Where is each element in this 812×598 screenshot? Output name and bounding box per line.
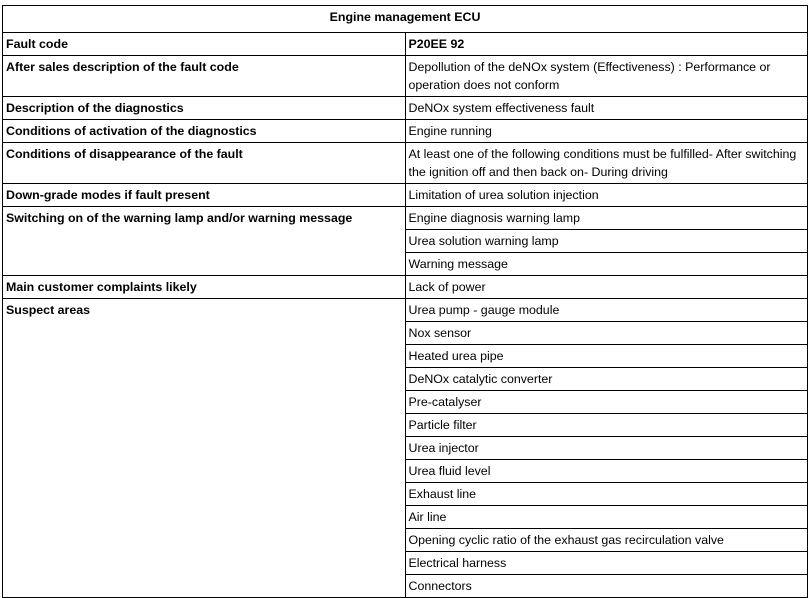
suspect-area-value: Opening cyclic ratio of the exhaust gas recirculation valve [405,529,808,552]
suspect-area-value: Urea pump - gauge module [405,299,808,322]
suspect-area-value: Air line [405,506,808,529]
after-sales-value: Depollution of the deNOx system (Effectiveness) : Performance or operation does not conform [405,56,808,97]
fault-code-label: Fault code [3,33,406,56]
suspect-area-value: DeNOx catalytic converter [405,368,808,391]
after-sales-label: After sales description of the fault code [3,56,406,97]
disappearance-label: Conditions of disappearance of the fault [3,143,406,184]
disappearance-value: At least one of the following conditions must be fulfilled- After switching the ignition off and then back on- During driving [405,143,808,184]
suspect-area-value: Pre-catalyser [405,391,808,414]
suspect-area-value: Urea injector [405,437,808,460]
downgrade-label: Down-grade modes if fault present [3,184,406,207]
activation-label: Conditions of activation of the diagnostics [3,120,406,143]
warning-value: Engine diagnosis warning lamp [405,207,808,230]
fault-code-value: P20EE 92 [405,33,808,56]
complaints-value: Lack of power [405,276,808,299]
table-row [3,143,808,184]
activation-value: Engine running [405,120,808,143]
suspect-area-value: Particle filter [405,414,808,437]
table-row [3,120,808,143]
table-title: Engine management ECU [3,6,808,33]
table-row [3,184,808,207]
warning-label: Switching on of the warning lamp and/or warning message [3,207,406,276]
description-label: Description of the diagnostics [3,97,406,120]
table-row [3,299,808,322]
suspect-area-value: Exhaust line [405,483,808,506]
suspect-area-value: Connectors [405,575,808,598]
complaints-label: Main customer complaints likely [3,276,406,299]
table-row [3,97,808,120]
table-row [3,56,808,97]
suspect-area-value: Electrical harness [405,552,808,575]
fault-info-table [2,5,808,598]
table-row [3,207,808,230]
table-row [3,33,808,56]
suspect-area-value: Urea fluid level [405,460,808,483]
suspect-areas-label: Suspect areas [3,299,406,598]
suspect-area-value: Nox sensor [405,322,808,345]
warning-value: Urea solution warning lamp [405,230,808,253]
warning-value: Warning message [405,253,808,276]
description-value: DeNOx system effectiveness fault [405,97,808,120]
downgrade-value: Limitation of urea solution injection [405,184,808,207]
table-row [3,276,808,299]
suspect-area-value: Heated urea pipe [405,345,808,368]
